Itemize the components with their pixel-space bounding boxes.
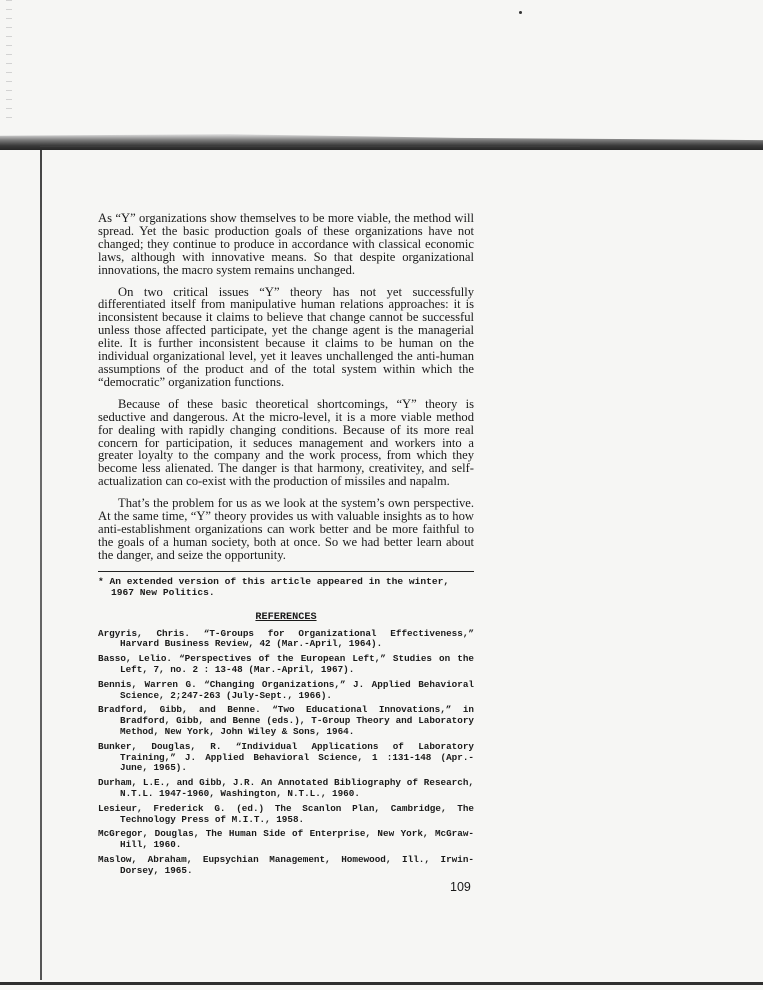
scan-speck [519,11,522,14]
references-heading: REFERENCES [255,611,317,623]
scan-left-edge [40,150,42,980]
scan-bottom-edge [0,982,763,985]
references-list [98,629,474,877]
reference-item: Lesieur, Frederick G. (ed.) The Scanlon Plan, Cambridge, The Technology Press of M.I.T., 1958. [98,802,474,825]
paragraph-3: Because of these basic theoretical shortcomings, “Y” theory is seductive and dangerous. At the micro-level, it is a more viable method for dealing with rapidly changing conditions. Because of its more real concern for participation, it seduces management and workers into a greater loyalty to the company and the work process, from which they become less alienated. The danger is that harmony, creativitey, and self-actualization can co-exist with the production of missiles and napalm. [98,396,474,489]
reference-item: Argyris, Chris. “T-Groups for Organizational Effectiveness,” Harvard Business Review, 42 (Mar.-April, 1964). [98,627,474,650]
paragraph-1: As “Y” organizations show themselves to be more viable, the method will spread. Yet the basic production goals of these organizations have not changed; they continue to produce in accordance with classical economic laws, although with innovative means. So that despite organizational innovations, the macro system remains unchanged. [98,211,474,277]
reference-item: Maslow, Abraham, Eupsychian Management, Homewood, Ill., Irwin-Dorsey, 1965. [98,854,474,876]
paragraph-2: On two critical issues “Y” theory has not yet successfully differentiated itself from manipulative human relations approaches: it is inconsistent because it claims to believe that change cannot be successful unless those affected participate, yet the change agent is the managerial elite. It is further inconsistent because it claims to be human on the individual organizational level, yet it leaves unchallenged the anti-human assumptions of the product and of the total system within which the “democratic” organization functions. [98,284,474,389]
paragraph-4: That’s the problem for us as we look at the system’s own perspective. At the same time, “Y” theory provides us with valuable insights as to how anti-establishment organizations can work better and be more faithful to the goals of a human society, both at once. So we had better learn about the danger, and seize the opportunity. [98,496,474,562]
document-page [98,212,474,881]
reference-item: McGregor, Douglas, The Human Side of Enterprise, New York, McGraw-Hill, 1960. [98,828,474,851]
scan-margin-marks [6,0,12,120]
footnote-divider [98,571,474,572]
page-number: 109 [450,880,471,894]
scan-top-edge [40,145,580,147]
reference-item: Basso, Lelio. “Perspectives of the European Left,” Studies on the Left, 7, no. 2 : 13-48 (Mar.-April, 1967). [98,653,474,676]
reference-item: Durham, L.E., and Gibb, J.R. An Annotated Bibliography of Research, N.T.L. 1947-1960, Washington, N.T.L., 1960. [98,777,474,800]
reference-item: Bennis, Warren G. “Changing Organizations,” J. Applied Behavioral Science, 2;247-263 (July-Sept., 1966). [98,678,474,701]
reference-item: Bunker, Douglas, R. “Individual Applications of Laboratory Training,” J. Applied Behavioral Science, 1 :131-148 (Apr.-June, 1965). [98,740,474,774]
footnote: * An extended version of this article appeared in the winter, 1967 New Politics. [98,575,450,598]
reference-item: Bradford, Gibb, and Benne. “Two Educational Innovations,” in Bradford, Gibb, and Benne (eds.), T-Group Theory and Laboratory Method, New York, John Wiley & Sons, 1964. [98,704,474,738]
